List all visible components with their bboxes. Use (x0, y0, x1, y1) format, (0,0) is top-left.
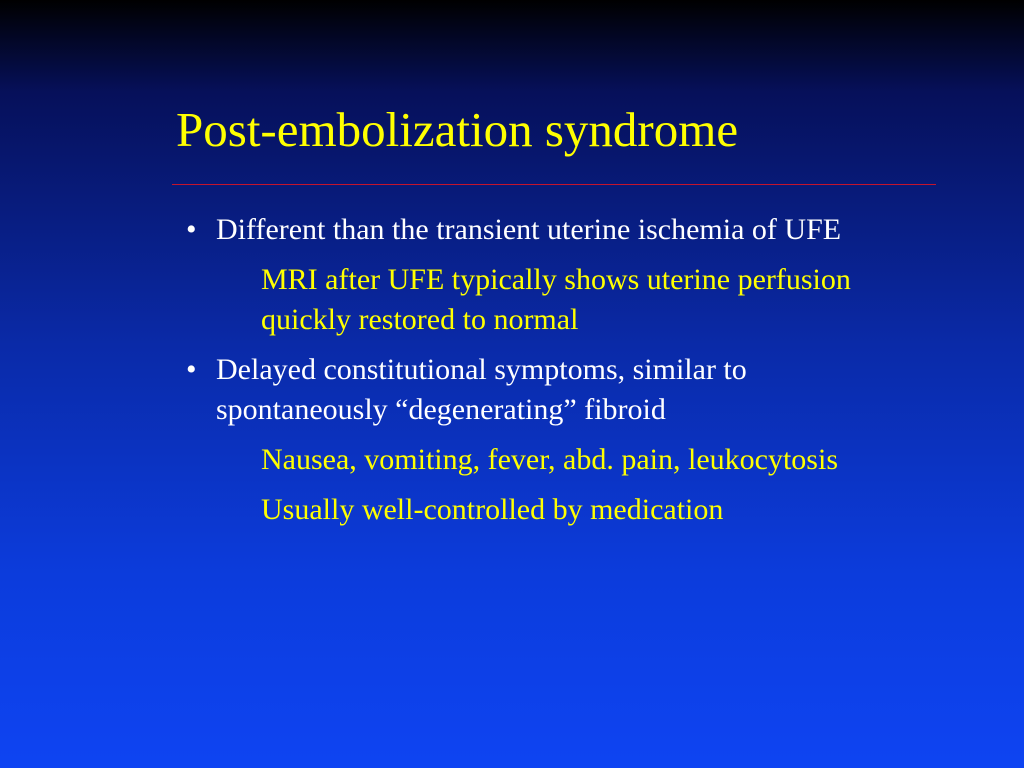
bullet-text: Different than the transient uterine ischemia of UFE (216, 213, 842, 246)
slide-content (186, 210, 866, 540)
bullet-item (186, 210, 866, 250)
slide-title: Post-embolization syndrome (176, 102, 739, 157)
sub-bullet-text: Nausea, vomiting, fever, abd. pain, leukocytosis (261, 443, 838, 476)
sub-bullet-text: MRI after UFE typically shows uterine perfusion quickly restored to normal (261, 263, 851, 336)
bullet-marker: • (186, 353, 197, 386)
bullet-marker: • (186, 213, 197, 246)
bullet-text: Delayed constitutional symptoms, similar to spontaneously “degenerating” fibroid (216, 353, 747, 426)
bullet-item (186, 350, 866, 430)
title-divider (172, 184, 936, 185)
sub-bullet-text: Usually well-controlled by medication (261, 493, 724, 526)
